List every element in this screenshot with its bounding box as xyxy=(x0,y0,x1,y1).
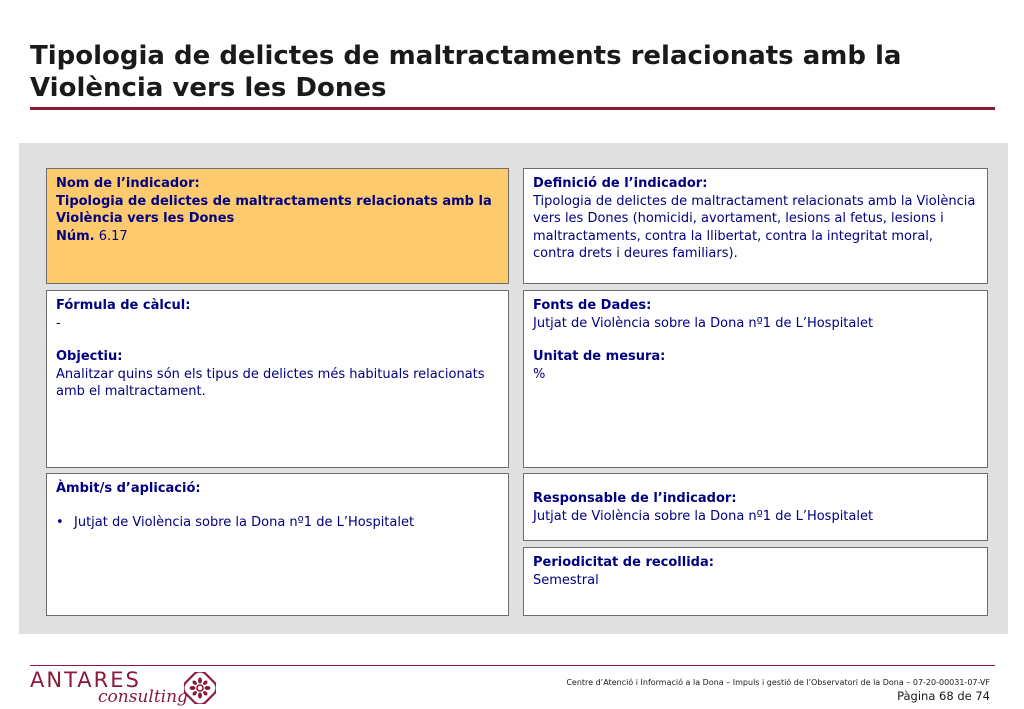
logo-wordmark: ANTARES xyxy=(30,668,141,692)
objective-value: Analitzar quins són els tipus de delictes més habituals relacionats amb el maltractament. xyxy=(56,366,485,399)
formula-box xyxy=(46,290,509,468)
frequency-value: Semestral xyxy=(533,572,599,588)
logo-subtitle: consulting xyxy=(98,687,188,707)
bullet-icon: • xyxy=(56,514,64,530)
scope-list-item xyxy=(56,514,499,532)
indicator-name-value: Tipologia de delictes de maltractaments relacionats amb la Violència vers les Dones xyxy=(56,193,492,226)
frequency-label: Periodicitat de recollida: xyxy=(533,555,714,570)
scope-box xyxy=(46,473,509,616)
formula-label: Fórmula de càlcul: xyxy=(56,298,191,313)
scope-item-text: Jutjat de Violència sobre la Dona nº1 de L’Hospitalet xyxy=(74,514,415,530)
indicator-name-label: Nom de l’indicador: xyxy=(56,176,200,191)
owner-box xyxy=(523,473,988,541)
frequency-box xyxy=(523,547,988,616)
data-sources-box xyxy=(523,290,988,468)
indicator-name-box xyxy=(46,168,509,284)
scope-label: Àmbit/s d’aplicació: xyxy=(56,481,201,496)
footer-divider xyxy=(30,665,995,666)
data-sources-value: Jutjat de Violència sobre la Dona nº1 de L’Hospitalet xyxy=(533,315,874,331)
objective-label: Objectiu: xyxy=(56,349,123,364)
logo-emblem-icon xyxy=(184,672,216,704)
footer-reference: Centre d’Atenció i Informació a la Dona – Impuls i gestió de l’Observatori de la Dona – 07-20-00031-07-VF xyxy=(566,678,990,687)
page-number: Pàgina 68 de 74 xyxy=(897,689,990,703)
definition-value: Tipologia de delictes de maltractament relacionats amb la Violència vers les Dones (homicidi, avortament, lesions al fetus, lesions i maltractaments, contra la llibertat, contra la integritat moral, contra drets i deures familiars). xyxy=(533,193,976,261)
title-divider xyxy=(30,107,995,110)
definition-label: Definició de l’indicador: xyxy=(533,176,708,191)
owner-value: Jutjat de Violència sobre la Dona nº1 de L’Hospitalet xyxy=(533,508,874,524)
indicator-number xyxy=(56,229,128,244)
definition-box xyxy=(523,168,988,284)
data-sources-label: Fonts de Dades: xyxy=(533,298,652,313)
unit-label: Unitat de mesura: xyxy=(533,349,666,364)
owner-label: Responsable de l’indicador: xyxy=(533,491,737,506)
indicator-number-label: Núm. xyxy=(56,228,95,244)
indicator-number-value: 6.17 xyxy=(94,228,128,244)
page-title: Tipologia de delictes de maltractaments relacionats amb la Violència vers les Dones xyxy=(30,41,902,103)
unit-value: % xyxy=(533,366,546,382)
formula-value: - xyxy=(56,315,61,331)
